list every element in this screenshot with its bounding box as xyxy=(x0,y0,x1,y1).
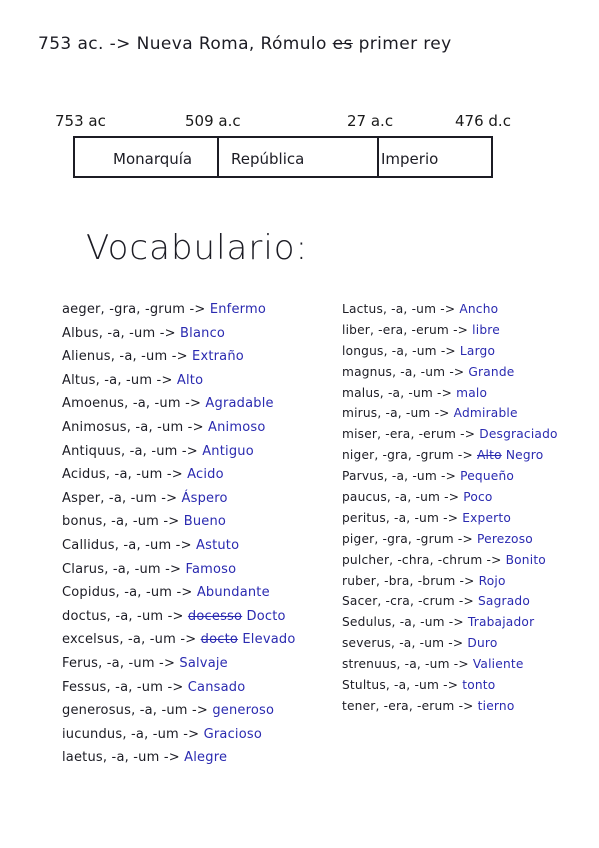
vocab-latin: paucus, -a, -um xyxy=(342,490,441,505)
vocab-struck-word: docto xyxy=(200,632,239,648)
headline-text-b: primer rey xyxy=(358,34,452,54)
vocab-row xyxy=(342,406,592,427)
vocab-row xyxy=(62,444,327,468)
vocab-arrow: -> xyxy=(180,632,197,648)
vocab-latin: aeger, -gra, -grum xyxy=(62,302,186,317)
timeline-date: 27 a.c xyxy=(347,112,394,130)
vocab-spanish: Desgraciado xyxy=(479,427,558,442)
vocab-arrow: -> xyxy=(458,594,474,609)
vocab-latin: Ferus, -a, -um xyxy=(62,655,155,671)
vocab-latin: Alienus, -a, -um xyxy=(62,349,168,365)
vocab-spanish: Enfermo xyxy=(209,302,266,317)
vocab-spanish: Pequeño xyxy=(460,469,515,484)
timeline-divider xyxy=(491,136,493,178)
vocab-struck-word: docesso xyxy=(187,608,243,624)
vocab-row xyxy=(342,678,592,699)
vocab-latin: Sedulus, -a, -um xyxy=(342,615,445,630)
vocab-latin: strenuus, -a, -um xyxy=(342,657,450,672)
vocab-latin: Acidus, -a, -um xyxy=(62,467,163,483)
vocab-spanish: Alegre xyxy=(184,750,228,766)
vocab-latin: pulcher, -chra, -chrum xyxy=(342,552,483,567)
vocab-latin: miser, -era, -erum xyxy=(342,427,457,442)
vocab-row xyxy=(342,302,592,323)
vocab-spanish: Perezoso xyxy=(477,531,533,546)
vocab-arrow: -> xyxy=(167,679,184,695)
timeline-divider xyxy=(377,136,379,178)
vocab-row xyxy=(342,323,592,344)
vocab-arrow: -> xyxy=(192,703,208,719)
vocab-row xyxy=(62,656,327,680)
timeline-period: Monarquía xyxy=(113,150,193,168)
vocab-row xyxy=(62,373,327,397)
vocab-row xyxy=(342,511,592,532)
vocab-row xyxy=(342,699,592,720)
vocab-arrow: -> xyxy=(449,364,465,379)
vocab-arrow: -> xyxy=(181,443,198,459)
vocab-spanish: Cansado xyxy=(187,679,246,695)
vocab-spanish: Famoso xyxy=(185,561,237,577)
vocab-arrow: -> xyxy=(183,726,200,742)
vocab-arrow: -> xyxy=(163,514,180,530)
vocab-spanish: generoso xyxy=(212,703,275,719)
vocab-row xyxy=(342,427,592,448)
vocab-arrow: -> xyxy=(486,552,502,567)
vocab-spanish: Valiente xyxy=(472,657,524,672)
timeline xyxy=(55,112,511,182)
vocab-arrow: -> xyxy=(156,372,173,388)
vocab-arrow: -> xyxy=(453,322,469,337)
vocab-spanish: malo xyxy=(456,385,488,400)
timeline-date: 753 ac xyxy=(55,112,106,130)
vocab-spanish: Agradable xyxy=(205,396,274,412)
vocab-arrow: -> xyxy=(458,698,474,713)
vocab-row xyxy=(342,386,592,407)
vocab-spanish: Acido xyxy=(187,467,224,483)
vocab-latin: Albus, -a, -um xyxy=(62,325,156,341)
vocab-arrow: -> xyxy=(453,657,469,672)
vocab-spanish: Bonito xyxy=(505,552,546,567)
vocab-row xyxy=(62,750,327,774)
vocab-column-right xyxy=(342,302,592,720)
timeline-period: República xyxy=(231,150,305,168)
timeline-top-line xyxy=(73,136,493,138)
vocab-spanish: Abundante xyxy=(196,585,270,601)
vocab-arrow: -> xyxy=(187,419,204,435)
vocab-spanish: Alto xyxy=(176,372,204,388)
vocab-spanish: Astuto xyxy=(196,537,240,553)
vocab-latin: longus, -a, -um xyxy=(342,343,437,358)
vocab-latin: tener, -era, -erum xyxy=(342,698,455,713)
vocab-spanish: Trabajador xyxy=(467,615,535,630)
vocab-arrow: -> xyxy=(159,655,176,671)
vocab-latin: liber, -era, -erum xyxy=(342,322,449,337)
vocab-spanish: Docto xyxy=(246,608,286,624)
timeline-date: 509 a.c xyxy=(185,112,241,130)
vocab-arrow: -> xyxy=(175,537,192,553)
vocab-latin: doctus, -a, -um xyxy=(62,608,164,624)
vocab-spanish: Antiguo xyxy=(202,443,254,459)
vocab-arrow: -> xyxy=(434,406,450,421)
vocab-row xyxy=(342,657,592,678)
vocab-row xyxy=(342,344,592,365)
vocab-row xyxy=(342,574,592,595)
vocab-latin: Amoenus, -a, -um xyxy=(62,396,181,412)
page-title: Vocabulario: xyxy=(86,228,309,268)
vocab-arrow: -> xyxy=(459,573,475,588)
vocab-latin: piger, -gra, -grum xyxy=(342,531,454,546)
vocab-row xyxy=(342,636,592,657)
vocab-spanish: Gracioso xyxy=(203,726,263,742)
vocab-arrow: -> xyxy=(443,510,459,525)
vocab-struck-word: Alto xyxy=(476,448,502,463)
vocab-latin: Fessus, -a, -um xyxy=(62,679,164,695)
vocab-arrow: -> xyxy=(161,490,178,506)
vocab-arrow: -> xyxy=(185,396,202,412)
vocab-row xyxy=(342,594,592,615)
vocab-arrow: -> xyxy=(440,343,456,358)
vocab-spanish: Áspero xyxy=(181,490,228,506)
vocab-latin: Copidus, -a, -um xyxy=(62,585,173,601)
vocab-latin: Callidus, -a, -um xyxy=(62,537,172,553)
vocab-column-left xyxy=(62,302,327,774)
timeline-divider xyxy=(217,136,219,178)
vocab-latin: Stultus, -a, -um xyxy=(342,678,440,693)
vocab-arrow: -> xyxy=(444,490,460,505)
headline-date: 753 ac. xyxy=(38,34,104,54)
vocab-row xyxy=(342,553,592,574)
vocab-latin: peritus, -a, -um xyxy=(342,510,440,525)
vocab-row xyxy=(62,680,327,704)
vocab-row xyxy=(62,585,327,609)
vocab-latin: mirus, -a, -um xyxy=(342,406,431,421)
vocab-latin: excelsus, -a, -um xyxy=(62,632,176,648)
vocab-spanish: Poco xyxy=(463,490,493,505)
vocab-spanish: Duro xyxy=(467,636,498,651)
vocab-latin: Animosus, -a, -um xyxy=(62,419,184,435)
vocab-latin: laetus, -a, -um xyxy=(62,750,160,766)
vocab-arrow: -> xyxy=(460,427,476,442)
vocab-row xyxy=(62,491,327,515)
vocab-arrow: -> xyxy=(441,469,457,484)
vocab-arrow: -> xyxy=(163,750,180,766)
vocab-spanish: Sagrado xyxy=(477,594,530,609)
vocab-row xyxy=(342,615,592,636)
timeline-bottom-line xyxy=(73,176,493,178)
vocab-latin: malus, -a, -um xyxy=(342,385,433,400)
vocab-spanish: tierno xyxy=(477,698,515,713)
headline-arrow: -> xyxy=(109,34,131,54)
vocab-row xyxy=(342,490,592,511)
vocab-spanish: Rojo xyxy=(478,573,506,588)
vocab-row xyxy=(62,349,327,373)
vocab-spanish: Grande xyxy=(468,364,515,379)
vocab-arrow: -> xyxy=(440,302,456,316)
timeline-divider xyxy=(73,136,75,178)
vocab-arrow: -> xyxy=(437,385,453,400)
vocab-row xyxy=(62,727,327,751)
vocab-row xyxy=(62,420,327,444)
vocab-row xyxy=(62,703,327,727)
vocab-latin: ruber, -bra, -brum xyxy=(342,573,456,588)
vocab-arrow: -> xyxy=(457,531,473,546)
vocab-row xyxy=(62,514,327,538)
vocab-row xyxy=(62,396,327,420)
vocab-latin: Sacer, -cra, -crum xyxy=(342,594,455,609)
headline xyxy=(38,34,452,54)
vocab-spanish: Animoso xyxy=(208,419,266,435)
vocab-spanish: Experto xyxy=(462,510,512,525)
vocab-latin: Altus, -a, -um xyxy=(62,372,153,388)
vocab-arrow: -> xyxy=(176,585,193,601)
vocab-spanish: Bueno xyxy=(183,514,227,530)
vocab-spanish: Blanco xyxy=(180,325,226,341)
vocab-row xyxy=(62,562,327,586)
vocab-latin: bonus, -a, -um xyxy=(62,514,160,530)
timeline-date: 476 d.c xyxy=(455,112,511,130)
vocab-latin: Antiquus, -a, -um xyxy=(62,443,178,459)
vocab-latin: niger, -gra, -grum xyxy=(342,448,454,463)
vocab-arrow: -> xyxy=(448,636,464,651)
vocab-arrow: -> xyxy=(167,608,184,624)
vocab-row xyxy=(342,532,592,553)
vocab-latin: Asper, -a, -um xyxy=(62,490,157,506)
vocab-latin: severus, -a, -um xyxy=(342,636,445,651)
vocab-latin: Lactus, -a, -um xyxy=(342,302,437,316)
vocab-latin: Parvus, -a, -um xyxy=(342,469,437,484)
vocab-latin: Clarus, -a, -um xyxy=(62,561,161,577)
vocab-arrow: -> xyxy=(189,302,206,317)
vocab-row xyxy=(62,609,327,633)
vocab-arrow: -> xyxy=(448,615,464,630)
vocab-spanish: Extraño xyxy=(192,349,244,365)
vocab-row xyxy=(62,632,327,656)
vocab-arrow: -> xyxy=(443,678,459,693)
vocab-spanish: Elevado xyxy=(242,632,296,648)
vocab-arrow: -> xyxy=(165,561,182,577)
vocab-row xyxy=(342,365,592,386)
vocab-arrow: -> xyxy=(159,325,176,341)
vocab-latin: generosus, -a, -um xyxy=(62,703,188,719)
vocab-spanish: libre xyxy=(472,322,500,337)
vocab-latin: iucundus, -a, -um xyxy=(62,726,179,742)
vocab-latin: magnus, -a, -um xyxy=(342,364,446,379)
vocab-row xyxy=(342,448,592,469)
vocab-row xyxy=(62,467,327,491)
timeline-period: Imperio xyxy=(381,150,439,168)
vocab-spanish: Largo xyxy=(459,343,496,358)
vocab-row xyxy=(62,326,327,350)
headline-text-a: Nueva Roma, Rómulo xyxy=(136,34,327,54)
vocab-arrow: -> xyxy=(171,349,188,365)
vocab-spanish: Ancho xyxy=(459,302,499,316)
vocab-arrow: -> xyxy=(166,467,183,483)
vocab-spanish: Admirable xyxy=(453,406,518,421)
vocab-spanish: Negro xyxy=(505,448,544,463)
vocab-row xyxy=(62,302,327,326)
vocab-spanish: Salvaje xyxy=(179,655,228,671)
headline-struck-word: es xyxy=(332,34,353,54)
vocab-spanish: tonto xyxy=(462,678,496,693)
vocab-row xyxy=(342,469,592,490)
vocab-row xyxy=(62,538,327,562)
vocab-arrow: -> xyxy=(457,448,473,463)
